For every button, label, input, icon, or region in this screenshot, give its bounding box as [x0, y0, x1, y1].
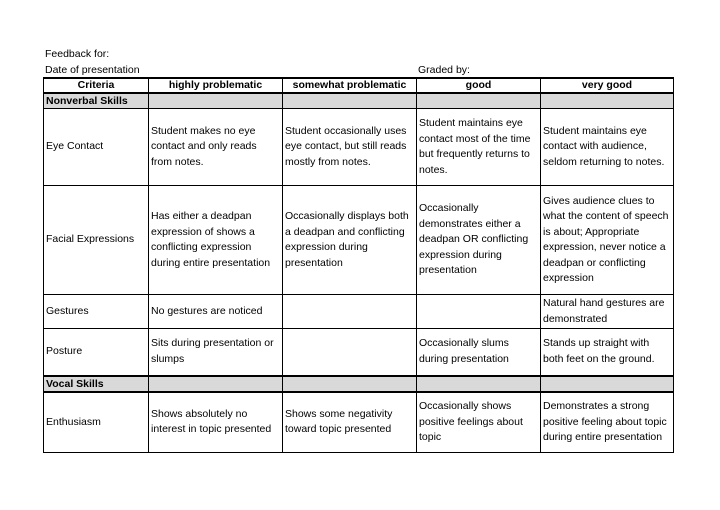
very-good-cell: Natural hand gestures are demonstrated	[541, 295, 674, 329]
very-good-cell: Stands up straight with both feet on the ground.	[541, 329, 674, 376]
somewhat-problematic-cell: Shows some negativity toward topic presented	[283, 392, 417, 453]
table-row-eye-contact	[44, 109, 674, 186]
section-cell	[149, 376, 283, 392]
highly-problematic-cell: No gestures are noticed	[149, 295, 283, 329]
section-row-vocal	[44, 376, 674, 392]
graded-by-label: Graded by:	[418, 64, 470, 76]
section-title-nonverbal: Nonverbal Skills	[44, 93, 149, 109]
criteria-cell: Enthusiasm	[44, 392, 149, 453]
very-good-cell: Student maintains eye contact with audience, seldom returning to notes.	[541, 109, 674, 186]
somewhat-problematic-cell: Student occasionally uses eye contact, but still reads mostly from notes.	[283, 109, 417, 186]
good-cell: Occasionally demonstrates either a deadpan OR conflicting expression during presentation	[417, 186, 541, 295]
table-row-enthusiasm	[44, 392, 674, 453]
highly-problematic-cell: Shows absolutely no interest in topic presented	[149, 392, 283, 453]
somewhat-problematic-cell: Occasionally displays both a deadpan and conflicting expression during presentation	[283, 186, 417, 295]
section-row-nonverbal	[44, 93, 674, 109]
date-of-presentation-label: Date of presentation	[45, 64, 140, 76]
good-cell: Student maintains eye contact most of the time but frequently returns to notes.	[417, 109, 541, 186]
section-title-vocal: Vocal Skills	[44, 376, 149, 392]
highly-problematic-cell: Has either a deadpan expression of shows a conflicting expression during entire presentation	[149, 186, 283, 295]
section-cell	[541, 376, 674, 392]
section-cell	[417, 93, 541, 109]
criteria-cell: Posture	[44, 329, 149, 376]
good-cell	[417, 295, 541, 329]
column-header-very-good: very good	[541, 78, 674, 93]
somewhat-problematic-cell	[283, 329, 417, 376]
good-cell: Occasionally shows positive feelings about topic	[417, 392, 541, 453]
table-row-facial-expressions	[44, 186, 674, 295]
criteria-cell: Eye Contact	[44, 109, 149, 186]
column-header-somewhat-problematic: somewhat problematic	[283, 78, 417, 93]
highly-problematic-cell: Student makes no eye contact and only reads from notes.	[149, 109, 283, 186]
somewhat-problematic-cell	[283, 295, 417, 329]
column-header-row	[44, 78, 674, 93]
column-header-highly-problematic: highly problematic	[149, 78, 283, 93]
section-cell	[283, 376, 417, 392]
rubric-table	[43, 77, 674, 453]
section-cell	[541, 93, 674, 109]
table-row-posture	[44, 329, 674, 376]
section-cell	[283, 93, 417, 109]
section-cell	[417, 376, 541, 392]
section-cell	[149, 93, 283, 109]
good-cell: Occasionally slums during presentation	[417, 329, 541, 376]
column-header-criteria: Criteria	[44, 78, 149, 93]
very-good-cell: Demonstrates a strong positive feeling about topic during entire presentation	[541, 392, 674, 453]
table-row-gestures	[44, 295, 674, 329]
highly-problematic-cell: Sits during presentation or slumps	[149, 329, 283, 376]
feedback-for-label: Feedback for:	[45, 48, 110, 60]
criteria-cell: Gestures	[44, 295, 149, 329]
very-good-cell: Gives audience clues to what the content of speech is about; Appropriate expression, never notice a deadpan or conflicting expression	[541, 186, 674, 295]
criteria-cell: Facial Expressions	[44, 186, 149, 295]
column-header-good: good	[417, 78, 541, 93]
